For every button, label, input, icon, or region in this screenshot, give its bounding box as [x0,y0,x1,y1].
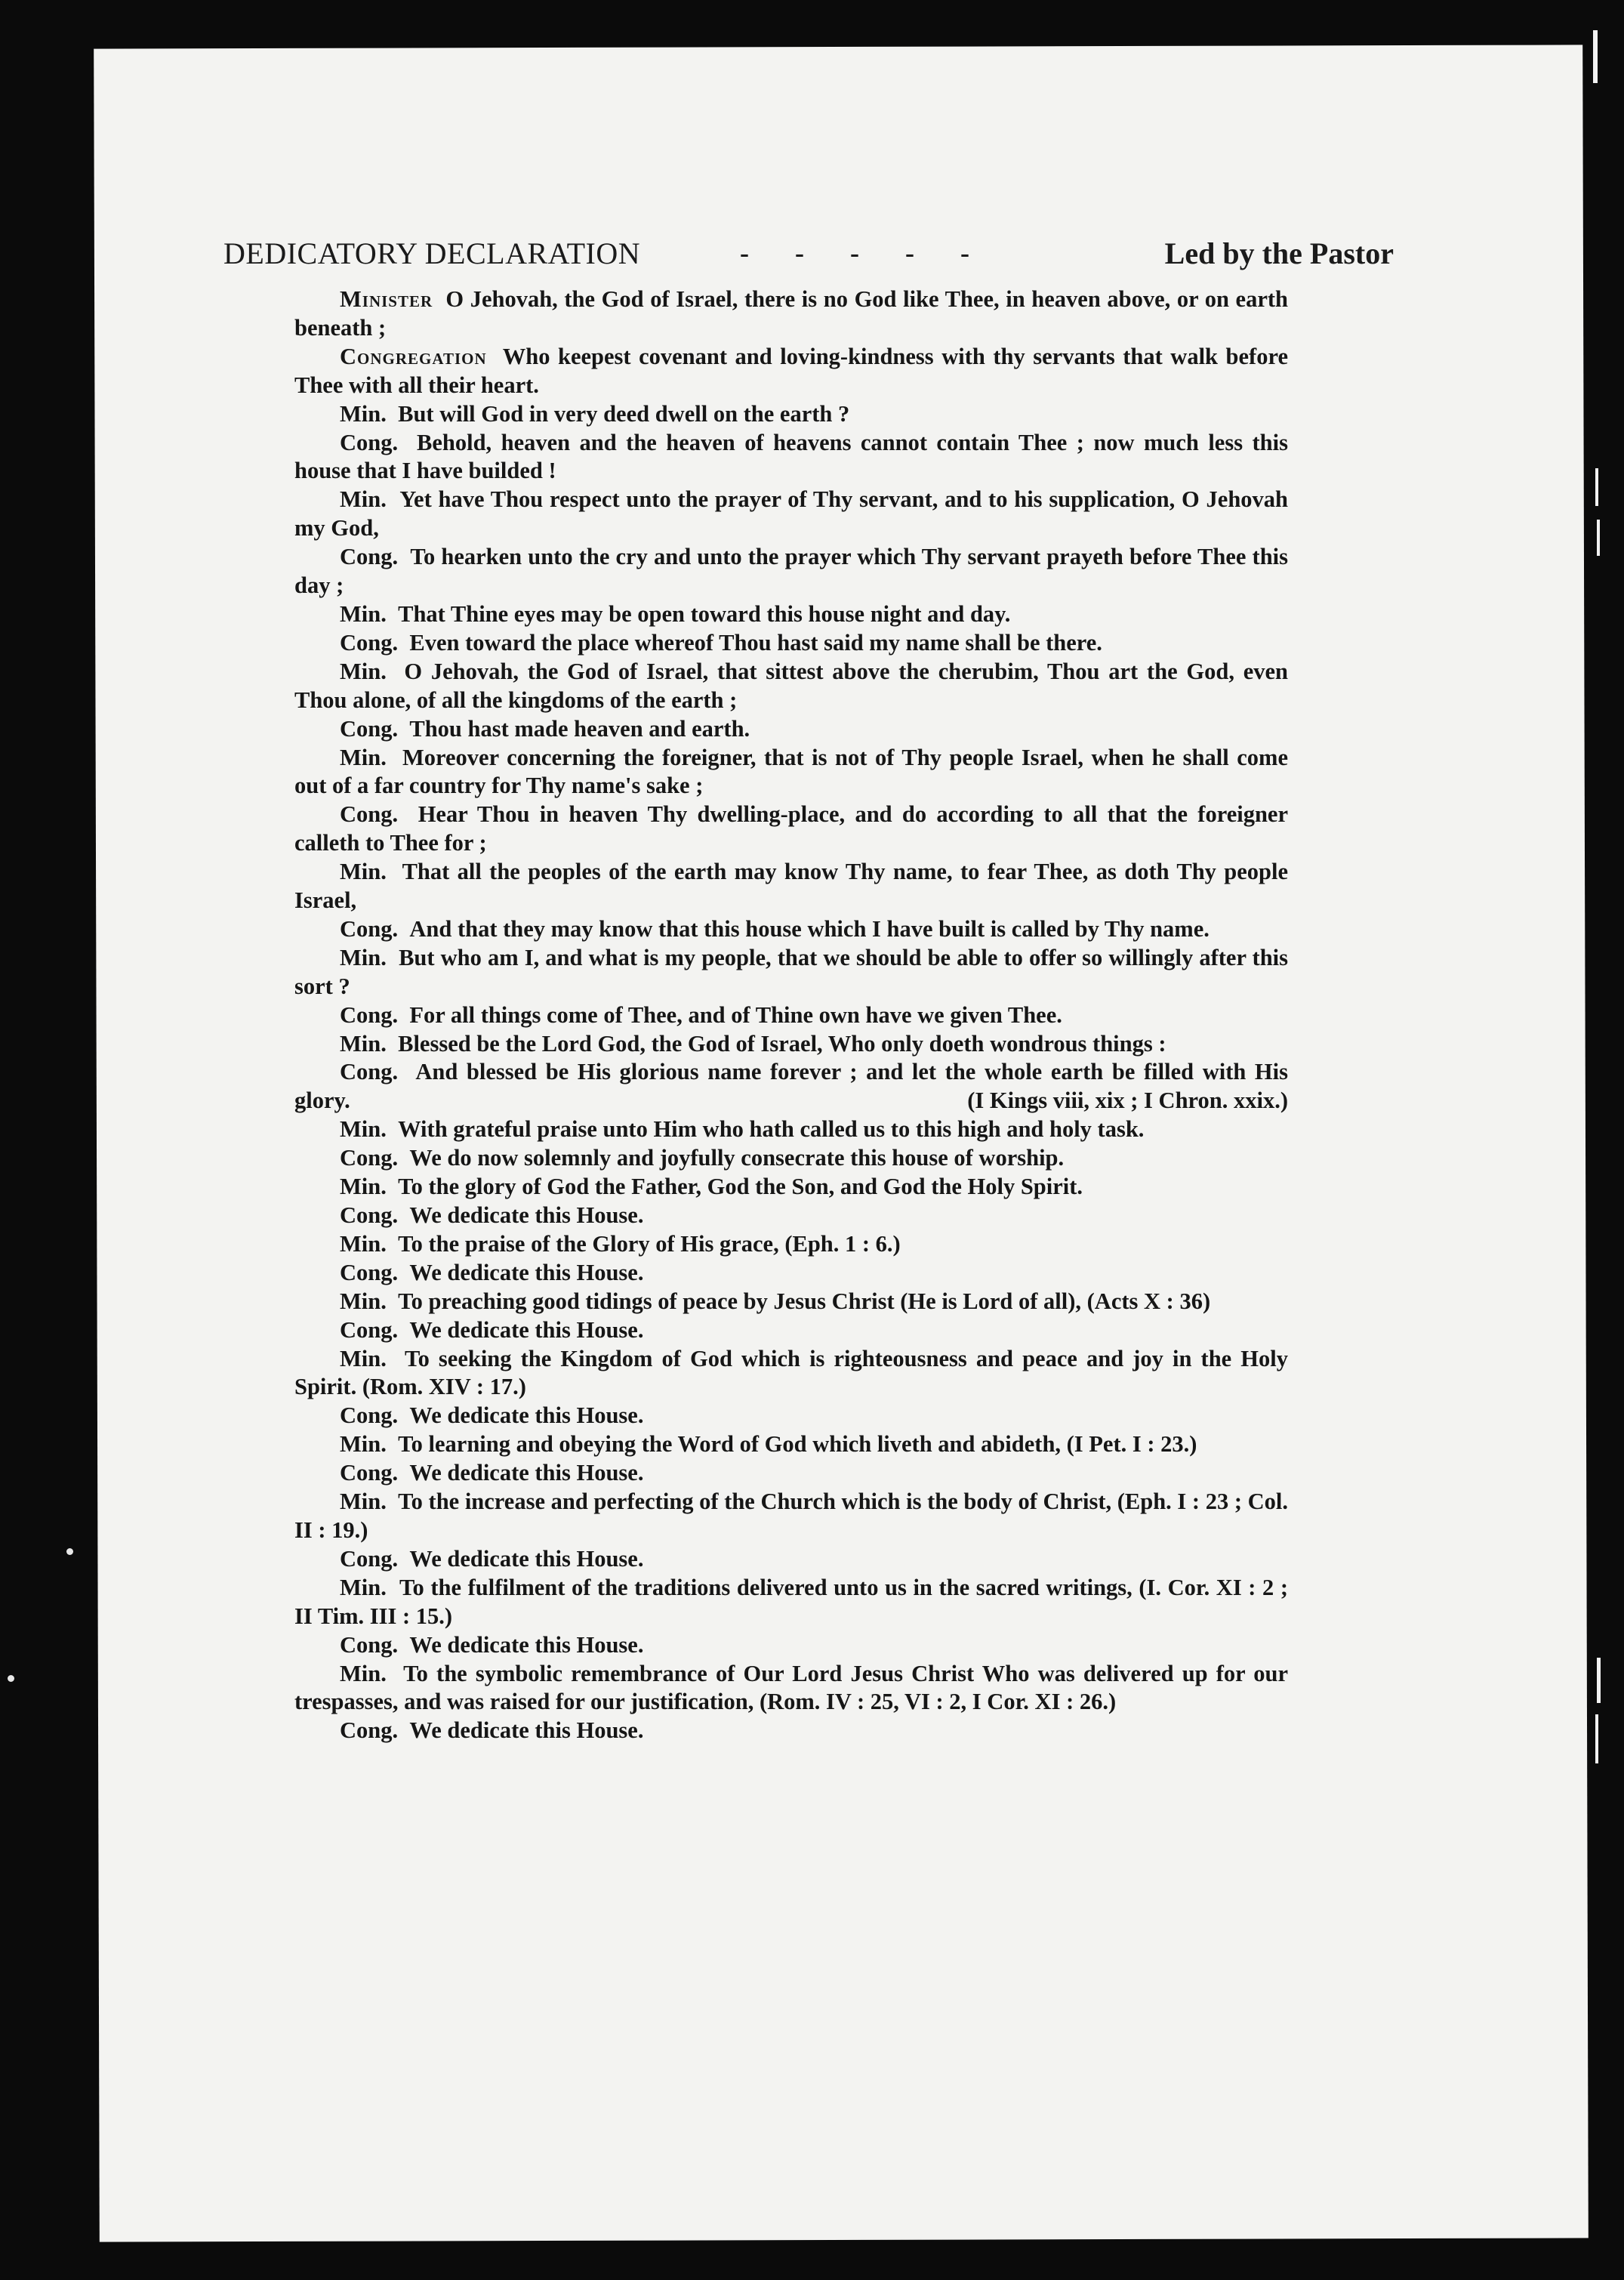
speaker-label: Min. [340,944,387,970]
speaker-label: Min. [340,1574,387,1600]
scan-edge-mark [1593,30,1598,83]
litany-line [294,1345,1288,1402]
scan-edge-mark [1597,1658,1601,1703]
speaker-label: Cong. [340,429,399,455]
line-text: And that they may know that this house which I have built is called by Thy name. [409,915,1210,942]
line-text: Behold, heaven and the heaven of heavens cannot contain Thee ; now much less this house that I have builded ! [294,429,1288,484]
speaker-label: Min. [340,486,387,513]
litany-line [294,658,1288,715]
line-text: Even toward the place whereof Thou hast said my name shall be there. [409,629,1102,656]
line-text: Blessed be the Lord God, the God of Israel, Who only doeth wondrous things : [398,1030,1166,1057]
speaker-label: Cong. [340,629,399,656]
litany-line [294,744,1288,801]
litany-line [294,1115,1288,1144]
line-text: That all the peoples of the earth may know Thy name, to fear Thee, as doth Thy people Israel, [294,859,1288,914]
line-text: We dedicate this House. [409,1316,644,1343]
litany-line [294,915,1288,944]
line-text: Thou hast made heaven and earth. [409,715,750,742]
speaker-label: Min. [340,1660,387,1686]
line-text: To the glory of God the Father, God the Son, and God the Holy Spirit. [398,1174,1083,1200]
speaker-label: Cong. [340,1545,399,1572]
line-text: We dedicate this House. [409,1202,644,1228]
speaker-label: Min. [340,1174,387,1200]
speaker-label: Min. [340,400,387,427]
speaker-label: Cong. [340,1059,399,1085]
line-text: To seeking the Kingdom of God which is righteousness and peace and joy in the Holy Spirit. (Rom. XIV : 17.) [294,1345,1288,1400]
speaker-label: Cong. [340,544,399,570]
speaker-label: Cong. [340,1316,399,1343]
speaker-label: Min. [340,859,387,885]
litany-line [294,1316,1288,1345]
speaker-label: Cong. [340,1717,399,1744]
speaker-label: Min. [340,1030,387,1057]
line-text: To the symbolic remembrance of Our Lord Jesus Christ Who was delivered up for our trespasses, and was raised for our justification, (Rom. IV : 25, VI : 2, I Cor. XI : 26.) [294,1660,1289,1715]
scripture-citation: (I Kings viii, xix ; I Chron. xxix.) [967,1088,1288,1114]
line-text: We dedicate this House. [409,1545,644,1572]
led-by-label: Led by the Pastor [1164,236,1394,270]
litany-line [294,1144,1288,1173]
scan-dust-dot [8,1675,14,1682]
scan-edge-mark [1597,520,1600,556]
line-text: To the increase and perfecting of the Church which is the body of Christ, (Eph. I : 23 ; Col. II : 19.) [294,1489,1289,1543]
scan-edge-mark [1595,468,1598,506]
litany-line [294,1660,1288,1717]
line-text: That Thine eyes may be open toward this house night and day. [398,600,1011,627]
litany-line [294,1230,1288,1259]
line-text: We dedicate this House. [409,1717,644,1744]
line-text: We dedicate this House. [409,1259,644,1285]
line-text: O Jehovah, the God of Israel, that sittest above the cherubim, Thou art the God, even Thou alone, of all the kingdoms of the earth ; [294,658,1288,713]
litany-line [294,1001,1288,1030]
litany-line [294,285,1288,343]
line-text: To learning and obeying the Word of God which liveth and abideth, (I Pet. I : 23.) [398,1431,1197,1458]
speaker-label: Min. [340,1230,387,1257]
speaker-label: Cong. [340,1460,399,1486]
scan-edge-mark [1595,1714,1598,1763]
litany-line [294,600,1288,629]
litany-line [294,1631,1288,1660]
line-text: And blessed be His glorious name forever ; and let the whole earth be filled with His glory. [294,1059,1288,1114]
litany-line [294,1402,1288,1430]
litany-line [294,543,1288,600]
litany-line [294,801,1288,858]
page-header [223,236,1394,281]
line-text: We dedicate this House. [409,1460,644,1486]
litany-line [294,629,1288,658]
page-title: DEDICATORY DECLARATION [223,236,641,270]
line-text: Yet have Thou respect unto the prayer of Thy servant, and to his supplication, O Jehovah my God, [294,486,1289,541]
line-text: But who am I, and what is my people, that we should be able to offer so willingly after this sort ? [294,944,1289,999]
litany-line [294,1459,1288,1488]
line-text: We do now solemnly and joyfully consecrate this house of worship. [409,1145,1065,1171]
line-text: Moreover concerning the foreigner, that is not of Thy people Israel, when he shall come out of a far country for Thy name's sake ; [294,744,1288,799]
line-text: With grateful praise unto Him who hath called us to this high and holy task. [398,1116,1145,1143]
speaker-label: Cong. [340,915,399,942]
litany-line [294,400,1288,429]
line-text: We dedicate this House. [409,1402,644,1429]
speaker-label: Cong. [340,1145,399,1171]
speaker-label: Min. [340,600,387,627]
speaker-label: Minister [340,286,433,312]
litany-line [294,1202,1288,1230]
line-text: For all things come of Thee, and of Thine own have we given Thee. [409,1001,1062,1028]
declaration-body [294,285,1288,1745]
line-text: O Jehovah, the God of Israel, there is no God like Thee, in heaven above, or on earth beneath ; [294,286,1288,341]
speaker-label: Min. [340,1345,387,1371]
speaker-label: Cong. [340,1402,399,1429]
litany-line [294,1259,1288,1288]
litany-line [294,429,1288,486]
litany-line [294,1545,1288,1574]
line-text: To hearken unto the cry and unto the prayer which Thy servant prayeth before Thee this day ; [294,544,1289,599]
litany-line [294,486,1288,543]
speaker-label: Cong. [340,801,399,828]
litany-line [294,715,1288,744]
litany-line [294,1288,1288,1316]
litany-line [294,1058,1288,1115]
speaker-label: Min. [340,744,387,770]
line-text: But will God in very deed dwell on the earth ? [398,400,850,427]
speaker-label: Min. [340,1116,387,1143]
litany-line [294,1173,1288,1202]
litany-line [294,1430,1288,1459]
header-dashes: - - - - - [740,238,969,268]
scan-dust-dot [66,1548,73,1555]
litany-line [294,1030,1288,1059]
speaker-label: Cong. [340,1202,399,1228]
speaker-label: Cong. [340,715,399,742]
speaker-label: Cong. [340,1631,399,1658]
speaker-label: Cong. [340,1001,399,1028]
line-text: To preaching good tidings of peace by Jesus Christ (He is Lord of all), (Acts X : 36) [398,1288,1211,1314]
line-text: To the fulfilment of the traditions delivered unto us in the sacred writings, (I. Cor. XI : 2 ; II Tim. III : 15.) [294,1574,1288,1629]
litany-line [294,944,1288,1001]
speaker-label: Cong. [340,1259,399,1285]
speaker-label: Min. [340,658,387,684]
speaker-label: Min. [340,1489,387,1515]
line-text: Who keepest covenant and loving-kindness with thy servants that walk before Thee with all their heart. [294,343,1288,398]
speaker-label: Min. [340,1431,387,1458]
line-text: Hear Thou in heaven Thy dwelling-place, and do according to all that the foreigner calleth to Thee for ; [294,801,1289,856]
litany-line [294,343,1288,400]
speaker-label: Congregation [340,343,487,369]
line-text: We dedicate this House. [409,1631,644,1658]
litany-line [294,1488,1288,1545]
litany-line [294,1717,1288,1745]
litany-line [294,1574,1288,1631]
speaker-label: Min. [340,1288,387,1314]
litany-line [294,858,1288,915]
line-text: To the praise of the Glory of His grace, (Eph. 1 : 6.) [398,1230,901,1257]
